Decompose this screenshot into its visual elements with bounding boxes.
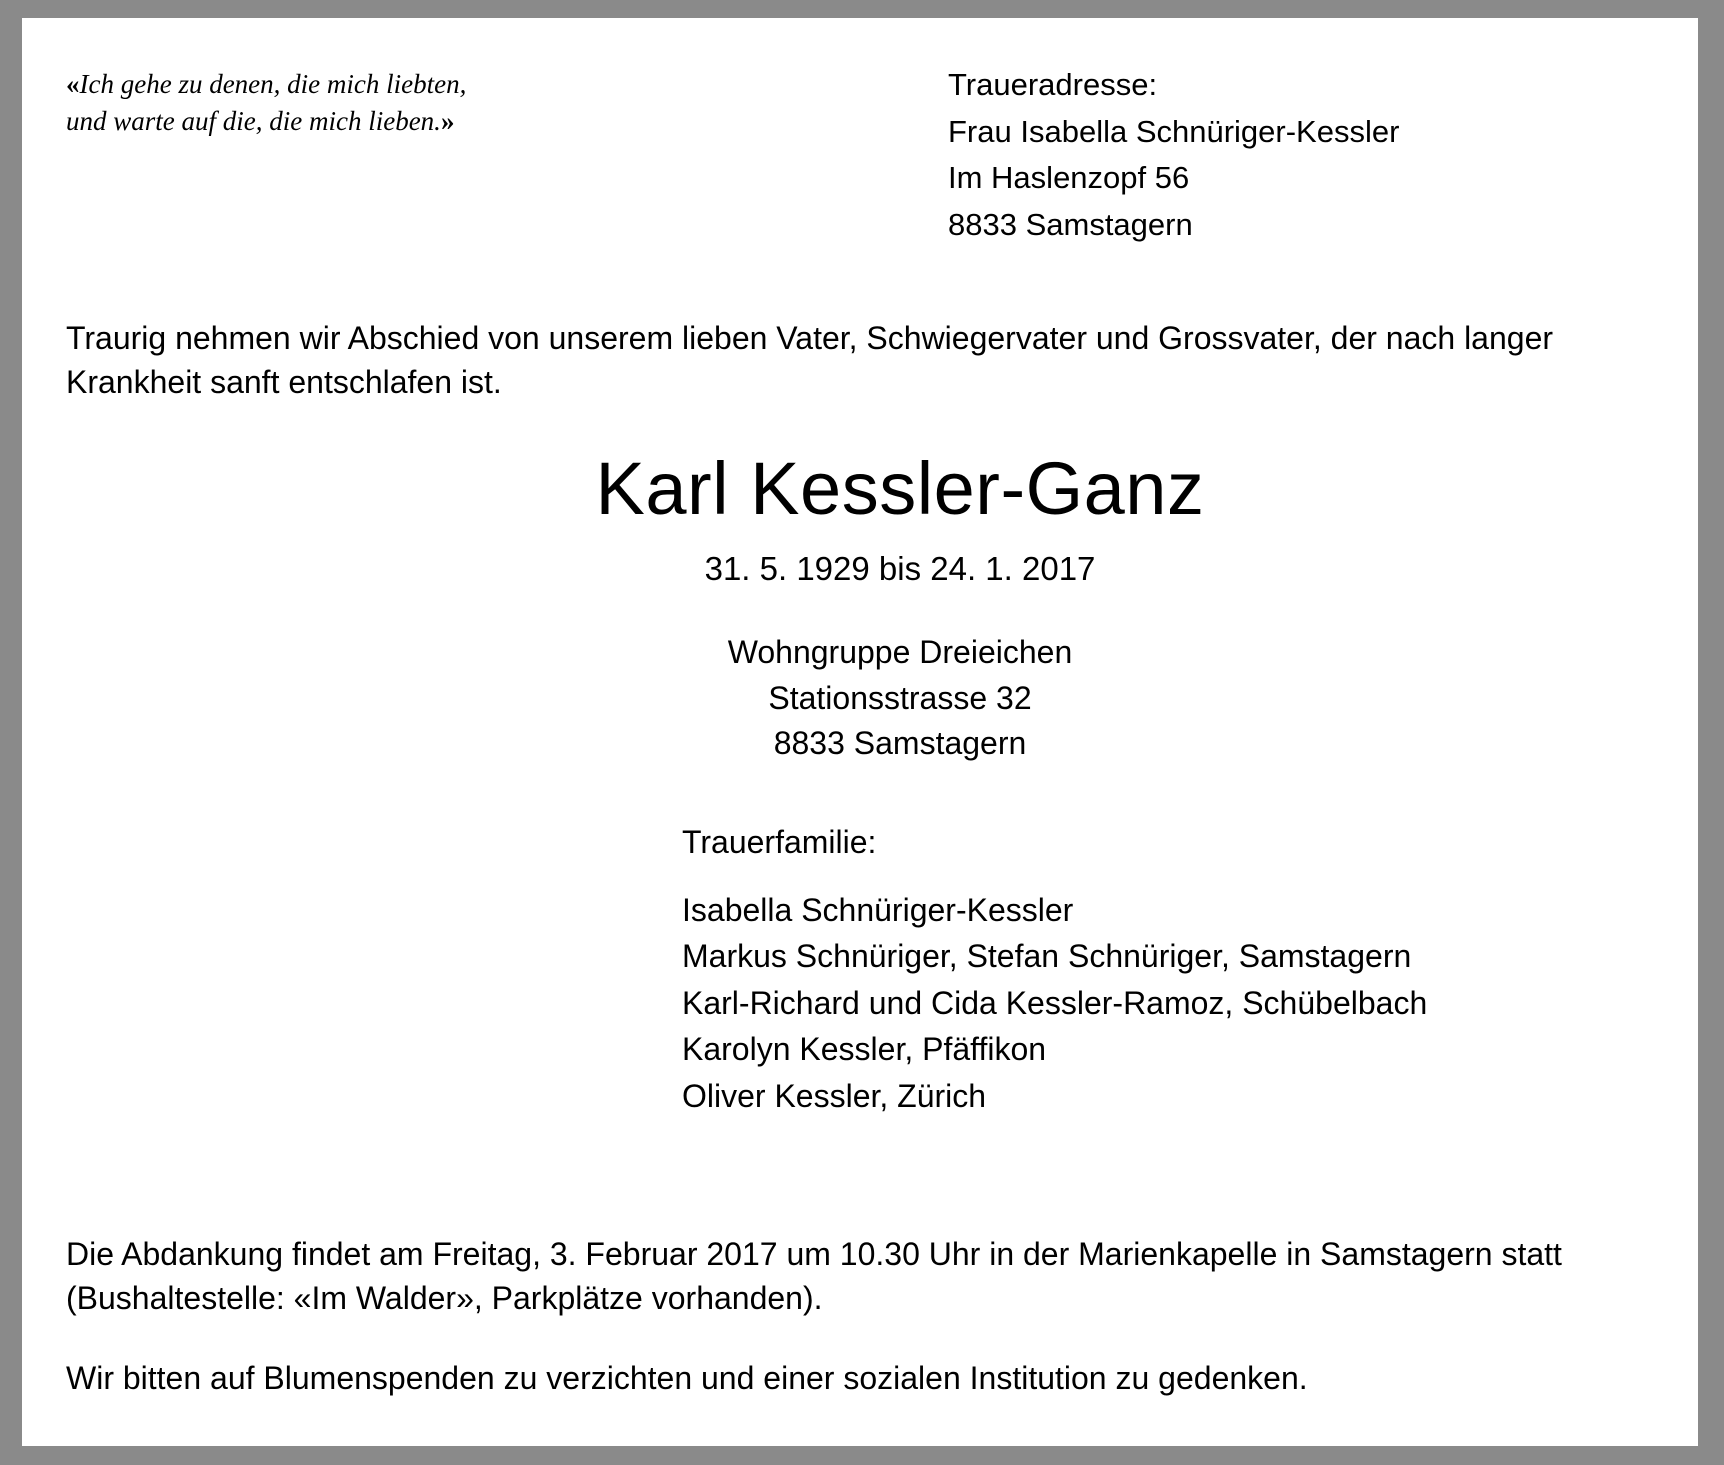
mourning-address-name: Frau Isabella Schnüriger-Kessler xyxy=(948,113,1400,149)
family-member: Karolyn Kessler, Pfäffikon xyxy=(682,1031,1047,1068)
obituary-notice-card xyxy=(22,18,1698,1446)
quote-line-1: Ich gehe zu denen, die mich liebten, xyxy=(79,69,467,99)
residence-block xyxy=(22,630,1698,766)
residence-line-1: Wohngruppe Dreieichen xyxy=(727,634,1073,671)
deceased-block xyxy=(22,447,1698,588)
notice-footer xyxy=(66,1232,1654,1400)
quote-close-mark: » xyxy=(440,106,455,137)
deceased-dates: 31. 5. 1929 bis 24. 1. 2017 xyxy=(704,550,1096,588)
family-member: Karl-Richard und Cida Kessler-Ramoz, Schübelbach xyxy=(682,984,1428,1021)
family-member: Markus Schnüriger, Stefan Schnüriger, Samstagern xyxy=(682,938,1412,975)
notice-header xyxy=(22,18,1698,248)
mourning-address-street: Im Haslenzopf 56 xyxy=(948,160,1190,195)
quote-line-2: und warte auf die, die mich lieben. xyxy=(66,106,441,137)
family-block xyxy=(22,819,1698,1119)
intro-paragraph: Traurig nehmen wir Abschied von unserem lieben Vater, Schwiegervater und Grossvater, der nach langer Krankheit sanft entschlafen ist. xyxy=(66,320,1554,401)
residence-line-2: Stationsstrasse 32 xyxy=(768,679,1032,716)
memorial-quote xyxy=(22,18,866,141)
quote-open-mark: « xyxy=(66,69,80,99)
family-member: Oliver Kessler, Zürich xyxy=(682,1077,987,1114)
mourning-address-block xyxy=(866,18,1399,248)
family-title: Trauerfamilie: xyxy=(682,823,877,860)
deceased-name: Karl Kessler-Ganz xyxy=(595,447,1205,531)
service-details: Die Abdankung findet am Freitag, 3. Februar 2017 um 10.30 Uhr in der Marienkapelle in Samstagern statt (Bushaltestelle: «Im Walder», Parkplätze vorhanden). xyxy=(66,1235,1562,1316)
mourning-address-label: Traueradresse: xyxy=(948,67,1158,102)
residence-line-3: 8833 Samstagern xyxy=(773,725,1027,762)
family-member: Isabella Schnüriger-Kessler xyxy=(682,892,1074,929)
flowers-request: Wir bitten auf Blumenspenden zu verzichten und einer sozialen Institution zu gedenken. xyxy=(66,1359,1308,1396)
mourning-address-city: 8833 Samstagern xyxy=(948,206,1193,242)
